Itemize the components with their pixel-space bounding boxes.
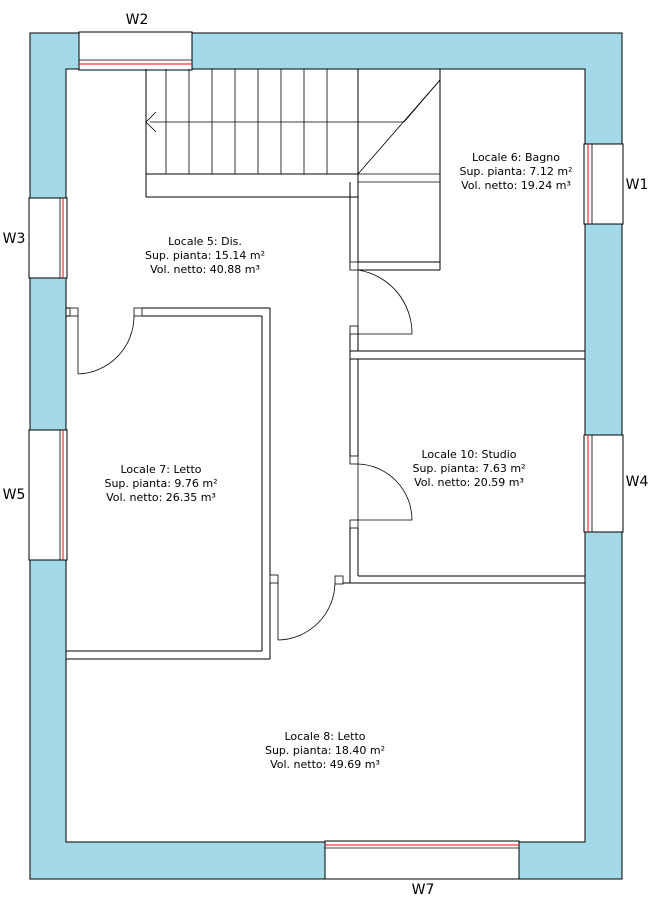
window-label-w1: W1 bbox=[625, 177, 649, 193]
room-label-locale6 bbox=[459, 151, 572, 192]
room-name: Locale 10: Studio bbox=[421, 448, 517, 461]
window-label-w4: W4 bbox=[625, 474, 649, 490]
room-area: Sup. pianta: 15.14 m² bbox=[144, 249, 266, 262]
room-label-locale10 bbox=[412, 448, 525, 489]
room-name: Locale 8: Letto bbox=[284, 730, 366, 743]
door-studio bbox=[358, 464, 412, 520]
room-label-locale7 bbox=[104, 463, 217, 504]
room-volume: Vol. netto: 26.35 m³ bbox=[106, 491, 216, 504]
window-w3 bbox=[29, 198, 67, 278]
window-label-w7: W7 bbox=[411, 882, 435, 898]
room-volume: Vol. netto: 19.24 m³ bbox=[461, 179, 571, 192]
room-area: Sup. pianta: 9.76 m² bbox=[104, 477, 218, 490]
window-w4 bbox=[584, 435, 623, 532]
room-label-locale8 bbox=[265, 730, 385, 771]
room-name: Locale 7: Letto bbox=[120, 463, 202, 476]
room-name: Locale 5: Dis. bbox=[168, 235, 242, 248]
room-area: Sup. pianta: 18.40 m² bbox=[264, 744, 386, 757]
door-bagno bbox=[358, 270, 412, 334]
room-volume: Vol. netto: 20.59 m³ bbox=[414, 476, 524, 489]
room-volume: Vol. netto: 40.88 m³ bbox=[150, 263, 260, 276]
door-letto8 bbox=[278, 583, 335, 640]
interior-walls bbox=[66, 182, 585, 659]
window-w5 bbox=[29, 430, 67, 560]
room-area: Sup. pianta: 7.12 m² bbox=[459, 165, 573, 178]
window-w2 bbox=[79, 32, 192, 70]
room-area: Sup. pianta: 7.63 m² bbox=[412, 462, 526, 475]
window-label-w5: W5 bbox=[2, 487, 26, 503]
window-w1 bbox=[584, 144, 623, 224]
room-name: Locale 6: Bagno bbox=[472, 151, 560, 164]
room-label-locale5 bbox=[145, 235, 265, 276]
window-w7 bbox=[325, 841, 519, 879]
window-label-w2: W2 bbox=[125, 12, 149, 28]
room-volume: Vol. netto: 49.69 m³ bbox=[270, 758, 380, 771]
window-label-w3: W3 bbox=[2, 231, 26, 247]
door-letto7 bbox=[78, 316, 134, 374]
